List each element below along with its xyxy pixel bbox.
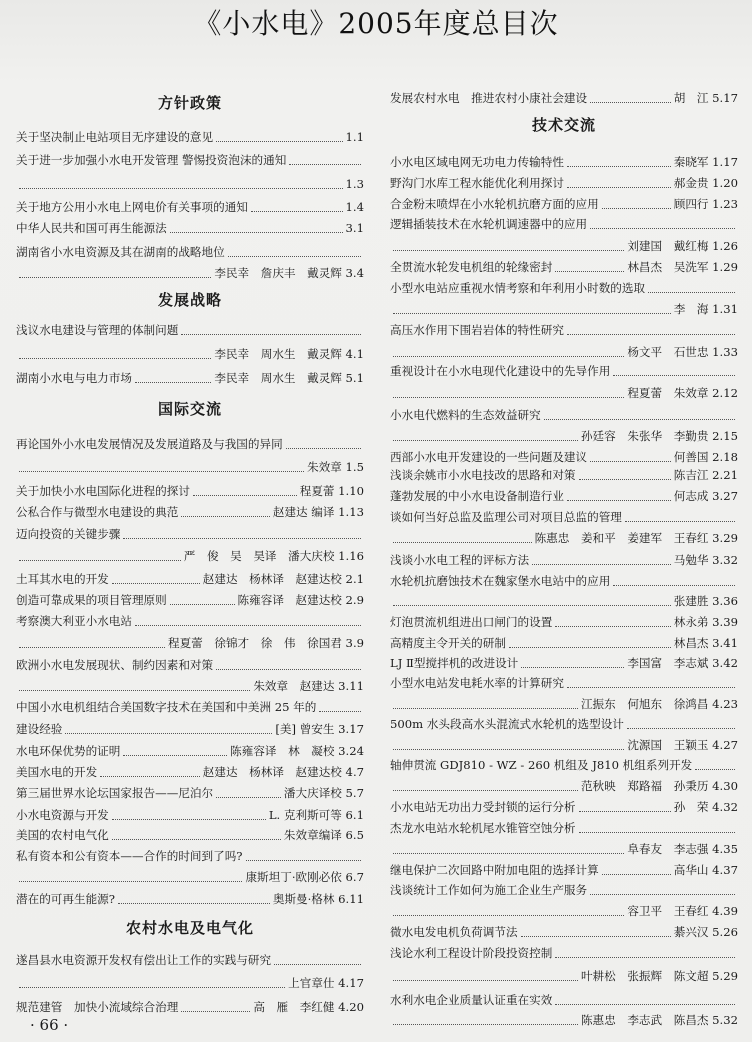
dot-leader xyxy=(590,228,735,229)
dot-leader xyxy=(602,874,671,875)
entry-title: 第三届世界水论坛国家报告——尼泊尔 xyxy=(16,786,214,800)
entry-title: 小水电站无功出力受封锁的运行分析 xyxy=(390,800,576,814)
entry-title: 中华人民共和国可再生能源法 xyxy=(16,221,167,235)
toc-entry xyxy=(16,611,364,632)
toc-entry xyxy=(390,278,738,299)
entry-title: 欧洲小水电发展现状、制约因素和对策 xyxy=(16,658,214,672)
toc-entry xyxy=(390,922,738,943)
toc-entry xyxy=(16,344,364,365)
entry-author-issue: 綦兴汉 5.26 xyxy=(673,925,738,939)
entry-author-issue: 胡 江 5.17 xyxy=(673,91,738,105)
toc-entry xyxy=(16,174,364,195)
page-number: · 66 · xyxy=(30,1016,69,1034)
entry-title: LJ Ⅱ型搅拌机的改进设计 xyxy=(390,656,519,670)
toc-entry xyxy=(16,242,364,263)
toc-entry xyxy=(390,320,738,341)
entry-author-issue: L. 克利斯可等 6.1 xyxy=(268,808,364,822)
entry-author-issue: 陈惠忠 姜和平 姜建军 王春红 3.29 xyxy=(534,531,738,545)
toc-entry xyxy=(16,655,364,676)
dot-leader xyxy=(393,440,578,441)
toc-entry xyxy=(390,299,738,320)
toc-entry xyxy=(390,528,738,549)
dot-leader xyxy=(170,604,235,605)
entry-title: 关于加快小水电国际化进程的探讨 xyxy=(16,484,190,498)
entry-author-issue: 严 俊 吴 昊译 潘大庆校 1.16 xyxy=(183,549,364,563)
dot-leader xyxy=(216,669,361,670)
dot-leader xyxy=(393,790,578,791)
dot-leader xyxy=(521,936,671,937)
toc-entry xyxy=(390,694,738,715)
dot-leader xyxy=(627,728,735,729)
entry-title: 逻辑插装技术在水轮机调速器中的应用 xyxy=(390,217,588,231)
dot-leader xyxy=(393,1024,578,1025)
entry-title: 发展农村水电 推进农村小康社会建设 xyxy=(390,91,588,105)
toc-entry xyxy=(16,481,364,502)
entry-title: 蓬勃发展的中小水电设备制造行业 xyxy=(390,489,564,503)
toc-entry xyxy=(16,762,364,783)
entry-title: 水电环保优势的证明 xyxy=(16,744,121,758)
dot-leader xyxy=(509,647,671,648)
entry-author-issue: 沈源国 王颖玉 4.27 xyxy=(627,738,738,752)
toc-entry xyxy=(390,405,738,426)
entry-author-issue: 潘大庆译校 5.7 xyxy=(283,786,364,800)
entry-title: 浅谈小水电工程的评标方法 xyxy=(390,553,530,567)
toc-entry xyxy=(390,776,738,797)
dot-leader xyxy=(567,500,671,501)
dot-leader xyxy=(393,749,624,750)
entry-author-issue: [美] 曾安生 3.17 xyxy=(275,722,364,736)
toc-entry xyxy=(390,426,738,447)
entry-author-issue: 郝金贵 1.20 xyxy=(673,176,738,190)
dot-leader xyxy=(19,647,165,648)
dot-leader xyxy=(251,211,343,212)
entry-title: 灯泡贯流机组进出口闸门的设置 xyxy=(390,615,553,629)
dot-leader xyxy=(555,957,735,958)
entry-author-issue: 林永弟 3.39 xyxy=(673,615,738,629)
toc-entry xyxy=(390,653,738,674)
dot-leader xyxy=(228,256,361,257)
entry-author-issue: 朱效章编译 6.5 xyxy=(283,828,364,842)
dot-leader xyxy=(65,733,272,734)
entry-author-issue: 3.1 xyxy=(345,221,364,235)
toc-entry xyxy=(16,973,364,994)
entry-author-issue: 程夏蕾 徐锦才 徐 伟 徐国君 3.9 xyxy=(167,636,364,650)
toc-entry xyxy=(390,88,738,109)
toc-entry xyxy=(16,218,364,239)
entry-author-issue: 李民幸 周水生 戴灵辉 4.1 xyxy=(214,347,364,361)
dot-leader xyxy=(274,964,361,965)
toc-entry xyxy=(16,150,364,171)
entry-author-issue: 何善国 2.18 xyxy=(673,450,738,464)
dot-leader xyxy=(393,915,624,916)
dot-leader xyxy=(181,334,361,335)
entry-title: 关于地方公用小水电上网电价有关事项的通知 xyxy=(16,200,248,214)
dot-leader xyxy=(544,419,735,420)
entry-title: 合金粉末喷焊在小水轮机抗磨方面的应用 xyxy=(390,197,599,211)
toc-entry xyxy=(16,676,364,697)
dot-leader xyxy=(590,102,671,103)
entry-author-issue: 张建胜 3.36 xyxy=(673,594,738,608)
dot-leader xyxy=(567,187,671,188)
entry-author-issue: 孙廷容 朱张华 李勤贵 2.15 xyxy=(580,429,738,443)
entry-author-issue: 陈雍容译 林 凝校 3.24 xyxy=(230,744,364,758)
toc-entry xyxy=(16,127,364,148)
dot-leader xyxy=(555,271,624,272)
entry-title: 谈如何当好总监及监理公司对项目总监的管理 xyxy=(390,510,622,524)
dot-leader xyxy=(19,987,285,988)
dot-leader xyxy=(19,188,343,189)
toc-entry xyxy=(390,714,738,735)
entry-title: 500m 水头段高水头混流式水轮机的选型设计 xyxy=(390,717,624,731)
dot-leader xyxy=(170,232,343,233)
toc-entry xyxy=(16,697,364,718)
toc-entry xyxy=(16,320,364,341)
dot-leader xyxy=(567,166,671,167)
dot-leader xyxy=(567,687,735,688)
entry-title: 迈向投资的关键步骤 xyxy=(16,527,121,541)
entry-author-issue: 高 雁 李红健 4.20 xyxy=(253,1000,364,1014)
toc-entry xyxy=(16,263,364,284)
toc-entry xyxy=(390,990,738,1011)
entry-author-issue: 程夏蕾 1.10 xyxy=(299,484,364,498)
entry-author-issue: 叶耕松 张振辉 陈文超 5.29 xyxy=(580,969,738,983)
entry-author-issue: 范秋映 郑路福 孙秉历 4.30 xyxy=(580,779,738,793)
entry-author-issue: 何志成 3.27 xyxy=(673,489,738,503)
dot-leader xyxy=(625,521,735,522)
entry-title: 微水电发电机负荷调节法 xyxy=(390,925,518,939)
entry-title: 规范建管 加快小流域综合治理 xyxy=(16,1000,179,1014)
toc-entry xyxy=(16,719,364,740)
dot-leader xyxy=(602,208,671,209)
dot-leader xyxy=(393,397,624,398)
toc-entry xyxy=(390,507,738,528)
entry-title: 浅论水利工程设计阶段投资控制 xyxy=(390,946,553,960)
dot-leader xyxy=(393,853,624,854)
toc-entry xyxy=(390,818,738,839)
left-column xyxy=(16,0,364,1014)
dot-leader xyxy=(19,471,304,472)
entry-author-issue: 奥斯曼·格林 6.11 xyxy=(272,892,364,906)
entry-author-issue: 容卫平 王春红 4.39 xyxy=(627,904,738,918)
toc-entry xyxy=(390,550,738,571)
entry-title: 水轮机抗磨蚀技术在魏家堡水电站中的应用 xyxy=(390,574,611,588)
entry-title: 小水电代燃料的生态效益研究 xyxy=(390,408,541,422)
entry-title: 考察澳大利亚小水电站 xyxy=(16,614,132,628)
dot-leader xyxy=(19,881,242,882)
toc-entry xyxy=(390,633,738,654)
dot-leader xyxy=(123,755,227,756)
dot-leader xyxy=(112,819,266,820)
dot-leader xyxy=(521,667,624,668)
entry-title: 土耳其水电的开发 xyxy=(16,572,109,586)
toc-entry xyxy=(390,1010,738,1031)
toc-entry xyxy=(390,591,738,612)
entry-author-issue: 孙 荣 4.32 xyxy=(673,800,738,814)
entry-title: 湖南小水电与电力市场 xyxy=(16,371,132,385)
toc-entry xyxy=(390,486,738,507)
entry-author-issue: 杨文平 石世忠 1.33 xyxy=(627,345,738,359)
entry-title: 潜在的可再生能源? xyxy=(16,892,115,906)
entry-author-issue: 康斯坦丁·欧刚必依 6.7 xyxy=(245,870,364,884)
entry-author-issue: 李民幸 詹庆丰 戴灵辉 3.4 xyxy=(214,266,364,280)
toc-entry xyxy=(390,797,738,818)
dot-leader xyxy=(118,903,270,904)
dot-leader xyxy=(19,358,211,359)
toc-entry xyxy=(390,173,738,194)
entry-author-issue: 朱效章 1.5 xyxy=(307,460,364,474)
toc-entry xyxy=(390,194,738,215)
entry-title: 继电保护二次回路中附加电阻的选择计算 xyxy=(390,863,599,877)
toc-entry xyxy=(16,502,364,523)
dot-leader xyxy=(181,516,270,517)
dot-leader xyxy=(181,1011,250,1012)
toc-entry xyxy=(16,867,364,888)
entry-author-issue: 1.3 xyxy=(345,177,364,191)
toc-entry xyxy=(16,569,364,590)
entry-author-issue: 上官章仕 4.17 xyxy=(288,976,364,990)
toc-entry xyxy=(390,612,738,633)
entry-title: 关于进一步加强小水电开发管理 警惕投资泡沫的通知 xyxy=(16,153,287,167)
entry-title: 湖南省小水电资源及其在湖南的战略地位 xyxy=(16,245,225,259)
dot-leader xyxy=(216,141,342,142)
dot-leader xyxy=(112,839,281,840)
dot-leader xyxy=(289,164,361,165)
entry-author-issue: 陈吉江 2.21 xyxy=(673,468,738,482)
toc-entry xyxy=(16,457,364,478)
dot-leader xyxy=(579,479,671,480)
toc-entry xyxy=(390,901,738,922)
section-heading: 农村水电及电气化 xyxy=(125,919,254,937)
entry-author-issue: 赵建达 编译 1.13 xyxy=(272,505,364,519)
entry-title: 重视设计在小水电现代化建设中的先导作用 xyxy=(390,364,611,378)
entry-title: 遂昌县水电资源开发权有偿出让工作的实践与研究 xyxy=(16,953,272,967)
entry-title: 美国水电的开发 xyxy=(16,765,98,779)
entry-title: 高压水作用下围岩岩体的特性研究 xyxy=(390,323,564,337)
entry-title: 浅谈余姚市小水电技改的思路和对策 xyxy=(390,468,576,482)
entry-title: 小型水电站应重视水情考察和年利用小时数的选取 xyxy=(390,281,646,295)
dot-leader xyxy=(555,1004,735,1005)
entry-title: 小水电资源与开发 xyxy=(16,808,109,822)
dot-leader xyxy=(135,625,361,626)
entry-author-issue: 陈惠忠 李志武 陈昌杰 5.32 xyxy=(580,1013,738,1027)
toc-entry xyxy=(390,361,738,382)
dot-leader xyxy=(135,382,211,383)
toc-entry xyxy=(16,524,364,545)
entry-title: 中国小水电机组结合美国数字技术在美国和中美洲 25 年的 xyxy=(16,700,317,714)
entry-title: 公私合作与微型水电建设的典范 xyxy=(16,505,179,519)
right-column xyxy=(390,0,738,1027)
section-heading: 国际交流 xyxy=(157,400,222,418)
dot-leader xyxy=(695,769,735,770)
toc-entry xyxy=(390,342,738,363)
dot-leader xyxy=(579,832,735,833)
toc-entry xyxy=(16,805,364,826)
dot-leader xyxy=(100,776,200,777)
toc-entry xyxy=(16,950,364,971)
entry-author-issue: 李 海 1.31 xyxy=(673,302,738,316)
dot-leader xyxy=(123,538,361,539)
toc-entry xyxy=(16,997,364,1018)
toc-entry xyxy=(16,783,364,804)
entry-author-issue: 陈雍容译 赵建达校 2.9 xyxy=(237,593,364,607)
entry-title: 野沟门水库工程水能优化利用探讨 xyxy=(390,176,564,190)
dot-leader xyxy=(393,356,624,357)
dot-leader xyxy=(19,690,250,691)
dot-leader xyxy=(246,860,362,861)
toc-entry xyxy=(390,860,738,881)
dot-leader xyxy=(19,560,181,561)
toc-entry xyxy=(16,546,364,567)
entry-author-issue: 1.4 xyxy=(345,200,364,214)
dot-leader xyxy=(286,448,361,449)
toc-entry xyxy=(390,839,738,860)
entry-title: 高精度主令开关的研制 xyxy=(390,636,506,650)
entry-author-issue: 李国富 李志斌 3.42 xyxy=(627,656,738,670)
toc-entry xyxy=(390,966,738,987)
toc-entry xyxy=(16,846,364,867)
dot-leader xyxy=(393,708,578,709)
toc-entry xyxy=(390,880,738,901)
toc-entry xyxy=(390,735,738,756)
entry-author-issue: 程夏蕾 朱效章 2.12 xyxy=(627,386,738,400)
entry-author-issue: 马勉华 3.32 xyxy=(673,553,738,567)
dot-leader xyxy=(579,811,671,812)
toc-entry xyxy=(390,465,738,486)
entry-title: 创造可靠成果的项目管理原则 xyxy=(16,593,167,607)
dot-leader xyxy=(613,375,735,376)
dot-leader xyxy=(393,250,624,251)
toc-entry xyxy=(16,434,364,455)
entry-author-issue: 顾四行 1.23 xyxy=(673,197,738,211)
dot-leader xyxy=(532,564,671,565)
dot-leader xyxy=(567,334,735,335)
entry-title: 私有资本和公有资本——合作的时间到了吗? xyxy=(16,849,243,863)
section-heading: 方针政策 xyxy=(157,94,222,112)
entry-author-issue: 林昌杰 吴洗军 1.29 xyxy=(627,260,738,274)
dot-leader xyxy=(112,583,200,584)
entry-author-issue: 江振东 何旭东 徐鸿昌 4.23 xyxy=(580,697,738,711)
toc-entry xyxy=(16,741,364,762)
toc-entry xyxy=(16,889,364,910)
entry-title: 建设经验 xyxy=(16,722,63,736)
dot-leader xyxy=(555,626,670,627)
toc-entry xyxy=(390,383,738,404)
dot-leader xyxy=(216,797,281,798)
toc-entry xyxy=(390,673,738,694)
toc-entry xyxy=(16,590,364,611)
entry-title: 杰龙水电站水轮机尾水锥管空蚀分析 xyxy=(390,821,576,835)
entry-author-issue: 赵建达 杨林译 赵建达校 2.1 xyxy=(202,572,364,586)
toc-entry xyxy=(16,368,364,389)
entry-title: 美国的农村电气化 xyxy=(16,828,109,842)
toc-entry xyxy=(16,633,364,654)
dot-leader xyxy=(393,542,532,543)
entry-author-issue: 1.1 xyxy=(345,130,364,144)
dot-leader xyxy=(319,711,361,712)
entry-author-issue: 高华山 4.37 xyxy=(673,863,738,877)
section-heading: 技术交流 xyxy=(531,116,596,134)
toc-entry xyxy=(390,571,738,592)
entry-title: 关于坚决制止电站项目无序建设的意见 xyxy=(16,130,214,144)
toc-entry xyxy=(390,755,738,776)
entry-author-issue: 朱效章 赵建达 3.11 xyxy=(253,679,364,693)
section-heading: 发展战略 xyxy=(157,291,222,309)
entry-author-issue: 李民幸 周水生 戴灵辉 5.1 xyxy=(214,371,364,385)
entry-author-issue: 秦晓军 1.17 xyxy=(673,155,738,169)
toc-entry xyxy=(390,214,738,235)
dot-leader xyxy=(393,605,671,606)
entry-title: 轴伸贯流 GDJ810 - WZ - 260 机组及 J810 机组系列开发 xyxy=(390,758,693,772)
dot-leader xyxy=(590,461,671,462)
toc-entry xyxy=(390,236,738,257)
entry-author-issue: 刘建国 戴红梅 1.26 xyxy=(627,239,738,253)
dot-leader xyxy=(193,495,297,496)
toc-entry xyxy=(390,152,738,173)
toc-entry xyxy=(390,257,738,278)
entry-title: 再论国外小水电发展情况及发展道路及与我国的异同 xyxy=(16,437,283,451)
dot-leader xyxy=(19,277,211,278)
toc-entry xyxy=(16,197,364,218)
entry-title: 小水电区域电网无功电力传输特性 xyxy=(390,155,564,169)
entry-title: 全贯流水轮发电机组的轮缘密封 xyxy=(390,260,553,274)
dot-leader xyxy=(648,292,735,293)
page-title: 《小水电》2005年度总目次 xyxy=(193,7,559,40)
entry-title: 西部小水电开发建设的一些问题及建议 xyxy=(390,450,588,464)
entry-title: 浅议水电建设与管理的体制问题 xyxy=(16,323,179,337)
dot-leader xyxy=(393,980,578,981)
entry-author-issue: 阜春友 李志强 4.35 xyxy=(627,842,738,856)
dot-leader xyxy=(613,585,735,586)
entry-author-issue: 赵建达 杨林译 赵建达校 4.7 xyxy=(202,765,364,779)
entry-title: 水利水电企业质量认证重在实效 xyxy=(390,993,553,1007)
toc-entry xyxy=(390,943,738,964)
entry-author-issue: 林昌杰 3.41 xyxy=(673,636,738,650)
entry-title: 浅谈统计工作如何为施工企业生产服务 xyxy=(390,883,588,897)
toc-entry xyxy=(16,825,364,846)
dot-leader xyxy=(590,894,735,895)
entry-title: 小型水电站发电耗水率的计算研究 xyxy=(390,676,564,690)
dot-leader xyxy=(393,313,671,314)
